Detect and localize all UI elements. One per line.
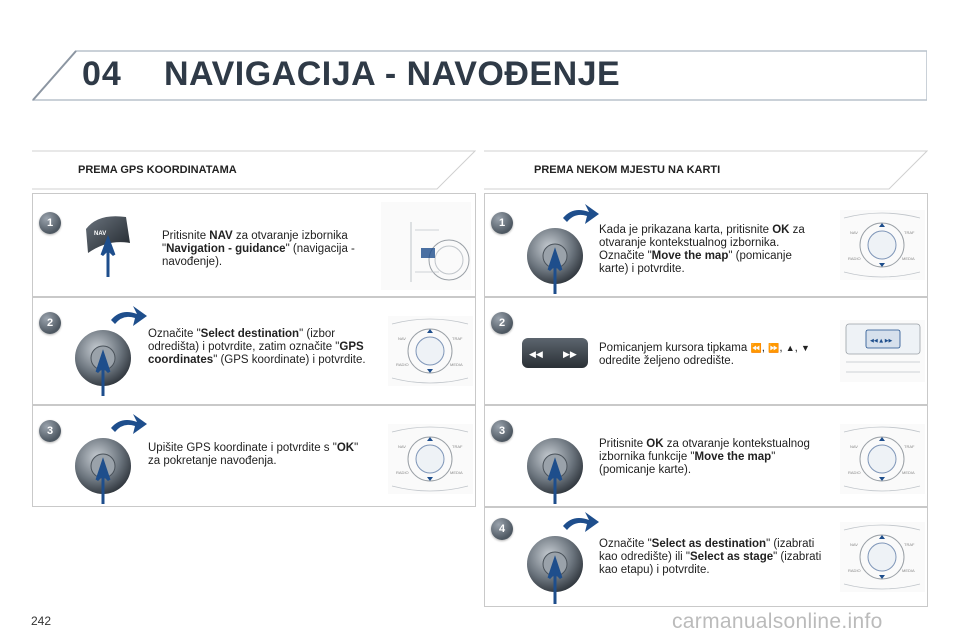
thumb-label-radio: RADIO	[848, 470, 861, 475]
step-badge: 1	[491, 212, 513, 234]
arrow-down-icon: ▼	[801, 343, 810, 353]
rotary-knob-icon	[71, 414, 151, 509]
arrow-up-icon: ▲	[785, 343, 795, 353]
left-step-3	[32, 405, 476, 507]
control-panel-thumbnail	[840, 210, 925, 280]
thumb-label-radio: RADIO	[396, 362, 409, 367]
page-header	[32, 50, 927, 100]
thumb-label-media: MEDIA	[902, 256, 915, 261]
svg-text:▶▶: ▶▶	[563, 350, 577, 360]
step-text: Pritisnite OK za otvaranje kontekstualnog izbornika funkcije "Move the map" (pomicanje karte).	[599, 438, 810, 476]
thumb-label-nav: NAV	[850, 542, 858, 547]
right-step-2	[484, 297, 928, 405]
svg-text:◀◀ ▲ ▶▶: ◀◀ ▲ ▶▶	[870, 338, 893, 344]
nav-button-label: NAV	[94, 231, 107, 237]
thumb-label-radio: RADIO	[396, 470, 409, 475]
thumb-label-media: MEDIA	[902, 568, 915, 573]
thumb-label-nav: NAV	[850, 444, 858, 449]
step-badge: 1	[39, 212, 61, 234]
rewind-icon: ⏪	[750, 343, 762, 353]
thumb-label-traffic: TRAF	[904, 230, 915, 235]
right-step-4	[484, 507, 928, 607]
right-step-3	[484, 405, 928, 507]
left-section-title: PREMA GPS KOORDINATAMA	[78, 164, 237, 176]
thumb-label-media: MEDIA	[450, 470, 463, 475]
keypad-panel-thumbnail	[840, 320, 925, 382]
control-panel-thumbnail	[388, 316, 473, 386]
right-section-title: PREMA NEKOM MJESTU NA KARTI	[534, 164, 721, 176]
step-badge: 2	[491, 312, 513, 334]
step-badge: 2	[39, 312, 61, 334]
thumb-label-radio: RADIO	[848, 256, 861, 261]
svg-text:◀◀: ◀◀	[529, 350, 543, 360]
step-text: Označite "Select as destination" (izabrati kao odredište) ili "Select as stage" (izabrati kao etapu) i potvrdite.	[599, 538, 822, 576]
step-text: Pritisnite NAV za otvaranje izbornika "Navigation - guidance" (navigacija - navođenje).	[162, 230, 355, 268]
step-text: Označite "Select destination" (izbor odredišta) i potvrdite, zatim označite "GPS coordinates" (GPS koordinate) i potvrdite.	[148, 328, 366, 366]
nav-panel-thumbnail	[381, 202, 471, 290]
thumb-label-radio: RADIO	[848, 568, 861, 573]
fast-forward-icon: ⏩	[768, 343, 780, 353]
right-step-1	[484, 193, 928, 297]
right-section-header	[484, 150, 928, 190]
rotary-knob-icon	[523, 414, 603, 509]
thumb-label-nav: NAV	[398, 444, 406, 449]
step-text: Pomicanjem kursora tipkama ⏪, ⏩, ▲, ▼ odredite željeno odredište.	[599, 342, 810, 367]
thumb-label-traffic: TRAF	[452, 336, 463, 341]
cursor-pad-icon	[521, 336, 591, 377]
control-panel-thumbnail	[388, 424, 473, 494]
left-section-header	[32, 150, 476, 190]
page-number: 242	[31, 614, 52, 628]
step-text: Kada je prikazana karta, pritisnite OK za otvaranje kontekstualnog izbornika. Označite "Move the map" (pomicanje karte) i potvrdite.	[599, 224, 805, 275]
thumb-label-media: MEDIA	[450, 362, 463, 367]
thumb-label-nav: NAV	[850, 230, 858, 235]
chapter-number: 04	[82, 55, 122, 93]
left-step-1	[32, 193, 476, 297]
rotary-knob-icon	[71, 306, 151, 401]
left-step-2	[32, 297, 476, 405]
rotary-knob-icon	[523, 204, 603, 299]
rotary-knob-icon	[523, 512, 603, 609]
nav-button-icon	[78, 209, 138, 284]
step-badge: 4	[491, 518, 513, 540]
control-panel-thumbnail	[840, 424, 925, 494]
watermark: carmanualsonline.info	[672, 610, 883, 633]
thumb-label-nav: NAV	[398, 336, 406, 341]
chapter-title: NAVIGACIJA - NAVOĐENJE	[164, 55, 621, 93]
step-badge: 3	[491, 420, 513, 442]
thumb-label-media: MEDIA	[902, 470, 915, 475]
thumb-label-traffic: TRAF	[904, 542, 915, 547]
control-panel-thumbnail	[840, 522, 925, 592]
step-badge: 3	[39, 420, 61, 442]
thumb-label-traffic: TRAF	[904, 444, 915, 449]
step-text: Upišite GPS koordinate i potvrdite s "OK" za pokretanje navođenja.	[148, 442, 359, 467]
thumb-label-traffic: TRAF	[452, 444, 463, 449]
